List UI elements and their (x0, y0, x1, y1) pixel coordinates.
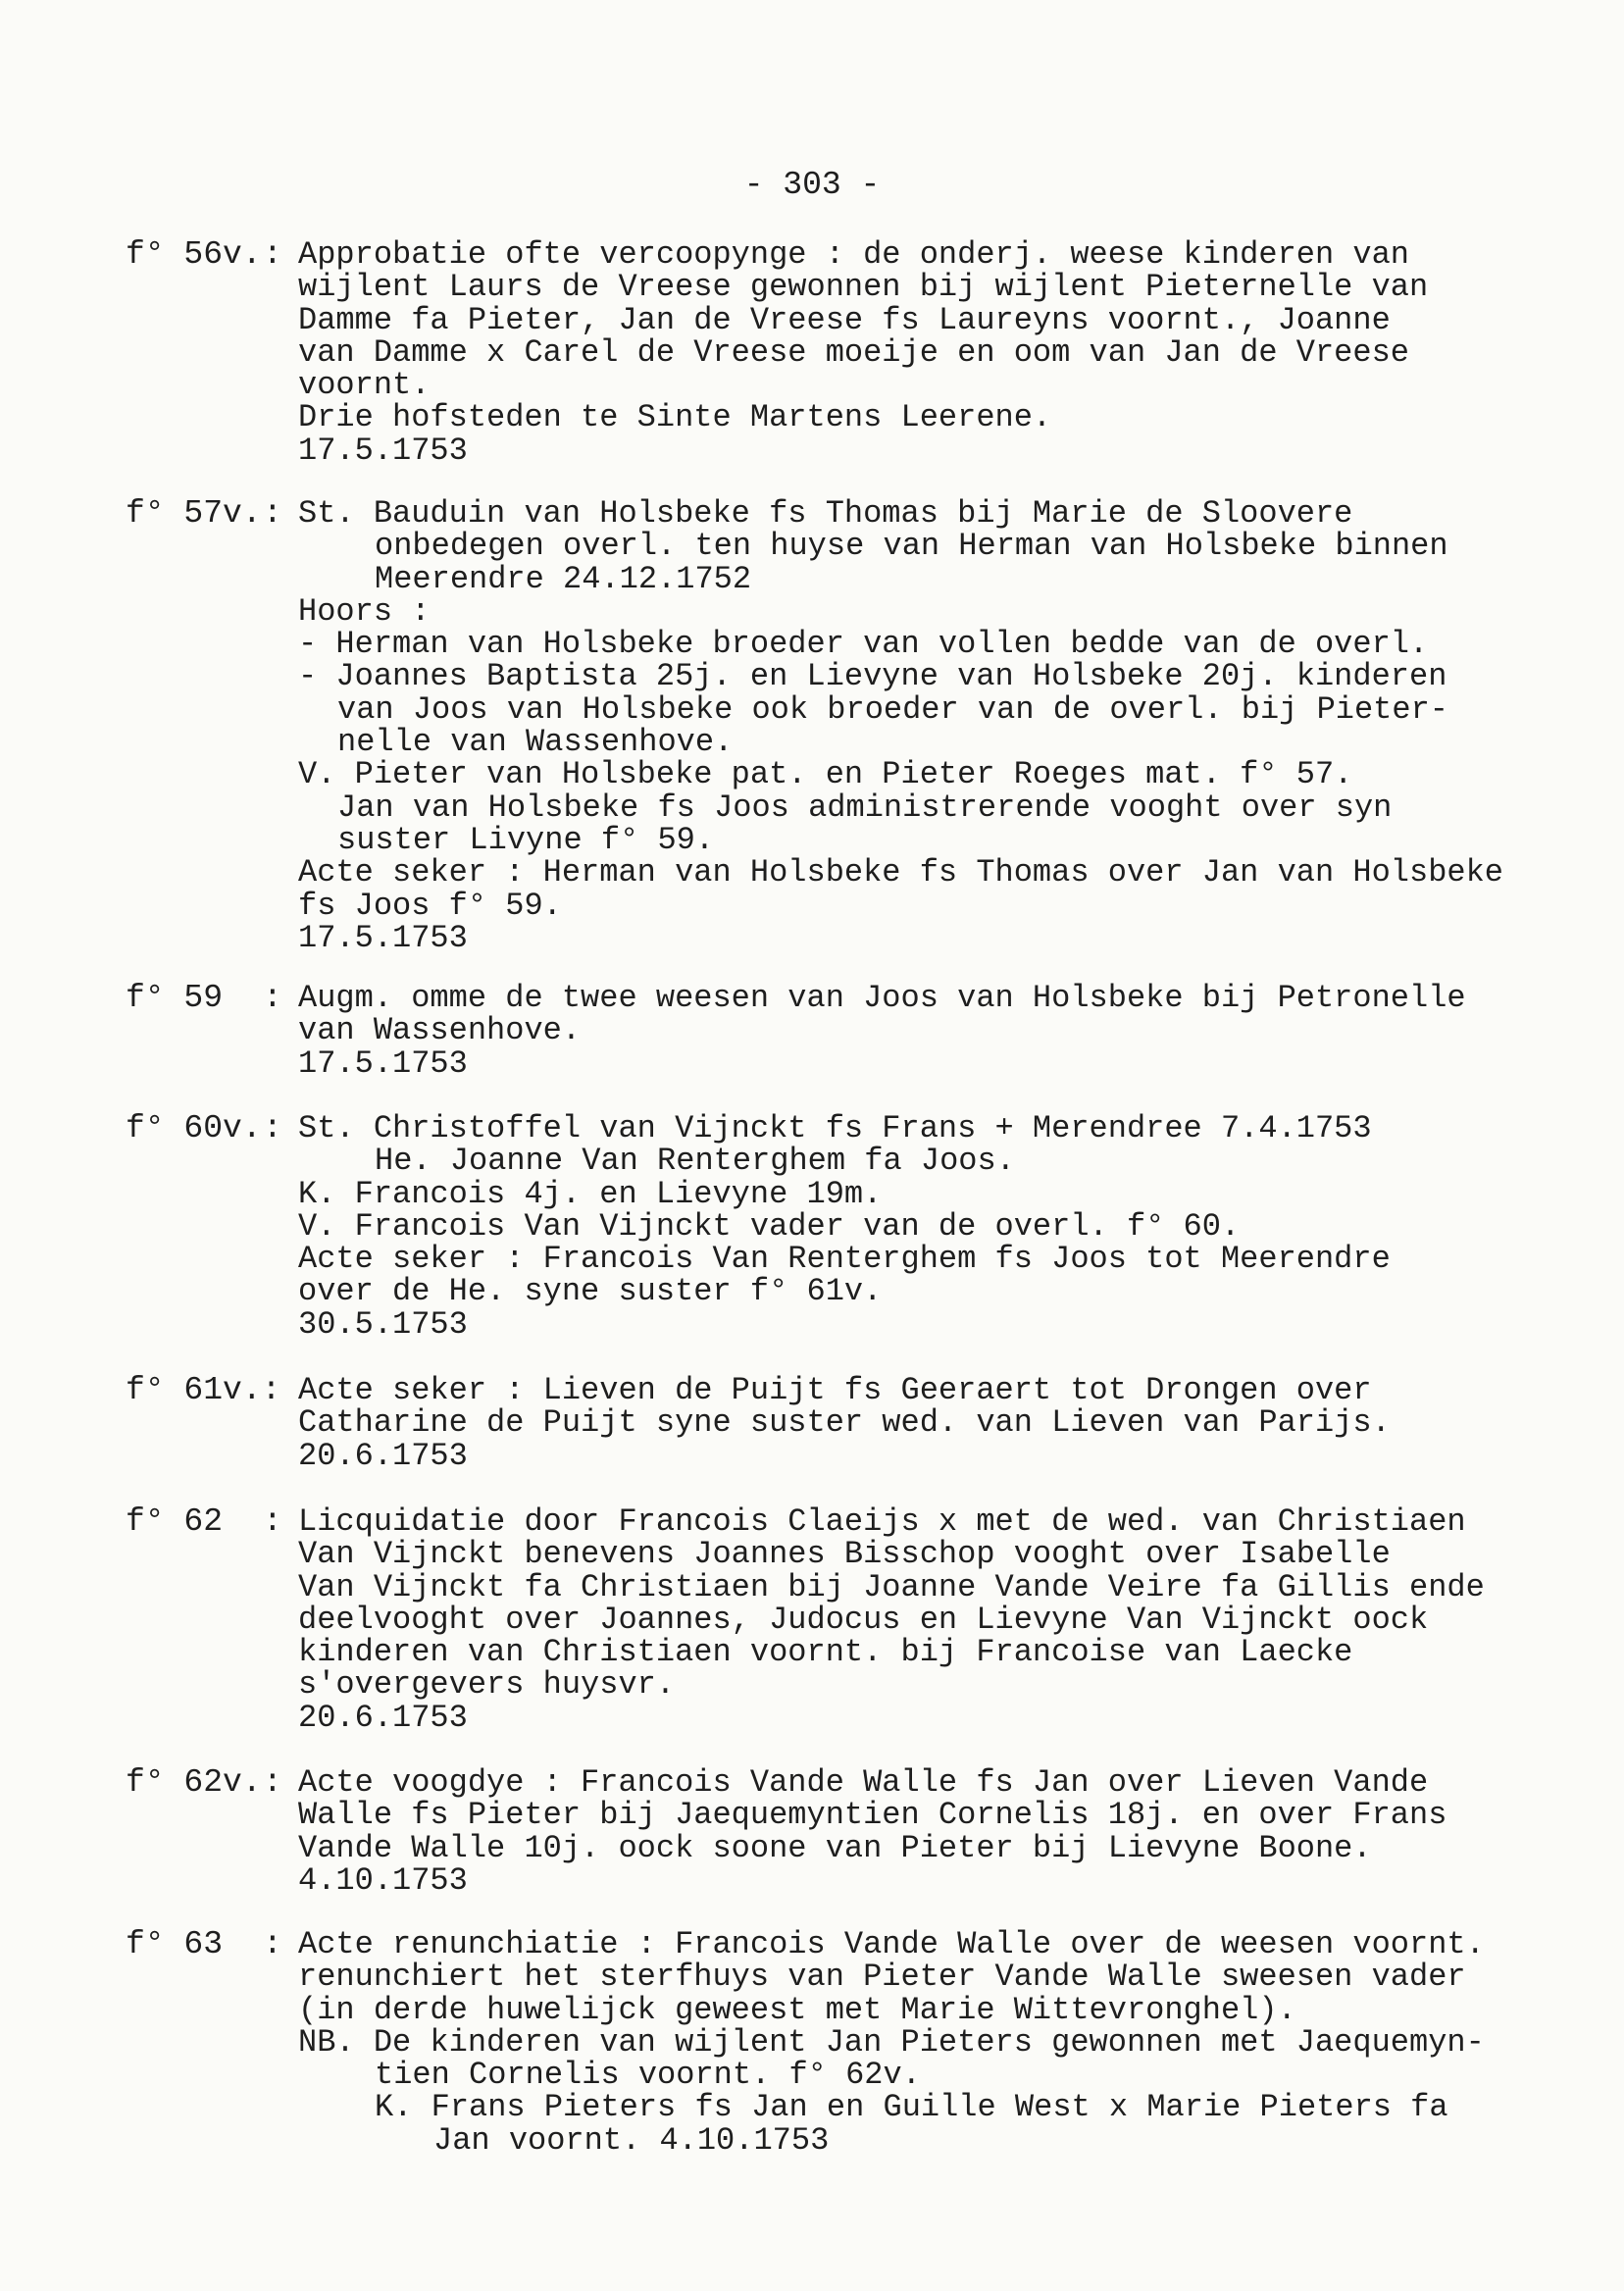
text-line: St. Christoffel van Vijnckt fs Frans + Merendree 7.4.1753 (298, 1110, 1372, 1146)
text-line: Catharine de Puijt syne suster wed. van Lieven van Parijs. (298, 1404, 1391, 1442)
text-line: - Joannes Baptista 25j. en Lievyne van Holsbeke 20j. kinderen (298, 658, 1447, 695)
text-line: (in derde huwelijck geweest met Marie Wittevronghel). (298, 1991, 1296, 2028)
text-line: Approbatie ofte vercoopynge : de onderj. weese kinderen van (298, 236, 1409, 273)
text-line: Vande Walle 10j. oock soone van Pieter bij Lievyne Boone. (298, 1829, 1372, 1866)
folio-reference: f° 59 (126, 980, 224, 1016)
page-number: - 303 - (743, 167, 881, 203)
text-line: Van Vijnckt benevens Joannes Bisschop vooght over Isabelle (298, 1536, 1391, 1573)
text-line: 20.6.1753 (298, 1699, 468, 1736)
text-line: onbedegen overl. ten huyse van Herman van Holsbeke binnen (375, 528, 1448, 565)
folio-reference: f° 60v. (126, 1110, 262, 1146)
folio-reference: f° 61v.: (126, 1372, 281, 1408)
entry-text (298, 982, 1573, 1080)
folio-reference: f° 62v. (126, 1764, 262, 1801)
text-line: Acte seker : Lieven de Puijt fs Geeraert tot Drongen over (298, 1372, 1372, 1408)
text-line: suster Livyne f° 59. (337, 821, 715, 858)
text-line: renunchiert het sterfhuys van Pieter Vande Walle sweesen vader (298, 1959, 1466, 1996)
text-line: Licquidatie door Francois Claeijs x met de wed. van Christiaen (298, 1503, 1466, 1540)
folio-reference: f° 62 (126, 1503, 224, 1540)
text-line: Damme fa Pieter, Jan de Vreese fs Laureyns voornt., Joanne (298, 301, 1391, 338)
entry-colon: : (263, 1503, 282, 1540)
text-line: Walle fs Pieter bij Jaequemyntien Cornelis 18j. en over Frans (298, 1797, 1447, 1834)
text-line: Jan voornt. 4.10.1753 (433, 2121, 830, 2159)
entry-colon: : (263, 236, 282, 273)
entry-text (298, 1112, 1573, 1341)
text-line: Hoors : (298, 592, 431, 630)
entry-colon: : (263, 1110, 282, 1146)
text-line: Drie hofsteden te Sinte Martens Leerene. (298, 399, 1052, 436)
text-line: nelle van Wassenhove. (337, 724, 734, 761)
folio-reference: f° 63 (126, 1926, 224, 1962)
entry-text (298, 1766, 1573, 1897)
text-line: van Wassenhove. (298, 1012, 582, 1049)
text-line: Jan van Holsbeke fs Joos administrerende vooght over syn (337, 789, 1393, 826)
text-line: NB. De kinderen van wijlent Jan Pieters gewonnen met Jaequemyn- (298, 2023, 1485, 2061)
text-line: deelvooght over Joannes, Judocus en Lievyne Van Vijnckt oock (298, 1601, 1429, 1638)
text-line: 30.5.1753 (298, 1305, 468, 1343)
text-line: van Damme x Carel de Vreese moeije en oom van Jan de Vreese (298, 333, 1409, 371)
text-line: Acte renunchiatie : Francois Vande Walle over de weesen voornt. (298, 1926, 1485, 1962)
text-line: fs Joos f° 59. (298, 887, 562, 924)
text-line: kinderen van Christiaen voornt. bij Francoise van Laecke (298, 1634, 1353, 1671)
folio-reference: f° 57v. (126, 495, 262, 532)
text-line: over de He. syne suster f° 61v. (298, 1273, 883, 1310)
text-line: 17.5.1753 (298, 1044, 468, 1082)
entry-colon: : (263, 980, 282, 1016)
text-line: Augm. omme de twee weesen van Joos van Holsbeke bij Petronelle (298, 980, 1466, 1016)
text-line: wijlent Laurs de Vreese gewonnen bij wijlent Pieternelle van (298, 269, 1429, 306)
entry-colon: : (263, 1764, 282, 1801)
text-line: Van Vijnckt fa Christiaen bij Joanne Vande Veire fa Gillis ende (298, 1568, 1485, 1605)
text-line: s'overgevers huysvr. (298, 1666, 676, 1704)
text-line: Acte seker : Francois Van Renterghem fs Joos tot Meerendre (298, 1241, 1391, 1278)
folio-reference: f° 56v. (126, 236, 262, 273)
text-line: tien Cornelis voornt. f° 62v. (375, 2057, 921, 2094)
text-line: Meerendre 24.12.1752 (375, 560, 752, 597)
text-line: St. Bauduin van Holsbeke fs Thomas bij Marie de Sloovere (298, 495, 1353, 532)
text-line: voornt. (298, 367, 431, 404)
entry-colon: : (263, 1926, 282, 1962)
text-line: K. Francois 4j. en Lievyne 19m. (298, 1175, 883, 1212)
entry-text (298, 1374, 1573, 1472)
text-line: Acte voogdye : Francois Vande Walle fs Jan over Lieven Vande (298, 1764, 1429, 1801)
text-line: 17.5.1753 (298, 432, 468, 469)
text-line: - Herman van Holsbeke broeder van vollen bedde van de overl. (298, 626, 1429, 663)
entry-text (298, 238, 1573, 467)
entry-text (298, 497, 1573, 954)
entry-text (298, 1505, 1573, 1734)
text-line: 20.6.1753 (298, 1437, 468, 1474)
text-line: V. Francois Van Vijnckt vader van de overl. f° 60. (298, 1207, 1241, 1245)
entry-colon: : (263, 495, 282, 532)
text-line: 4.10.1753 (298, 1861, 468, 1899)
text-line: V. Pieter van Holsbeke pat. en Pieter Roeges mat. f° 57. (298, 756, 1353, 793)
entry-text (298, 1928, 1573, 2157)
text-line: Acte seker : Herman van Holsbeke fs Thomas over Jan van Holsbeke (298, 854, 1503, 891)
text-line: 17.5.1753 (298, 919, 468, 956)
text-line: van Joos van Holsbeke ook broeder van de overl. bij Pieter- (337, 690, 1448, 728)
text-line: K. Frans Pieters fs Jan en Guille West x Marie Pieters fa (375, 2089, 1448, 2126)
text-line: He. Joanne Van Renterghem fa Joos. (375, 1143, 1015, 1180)
